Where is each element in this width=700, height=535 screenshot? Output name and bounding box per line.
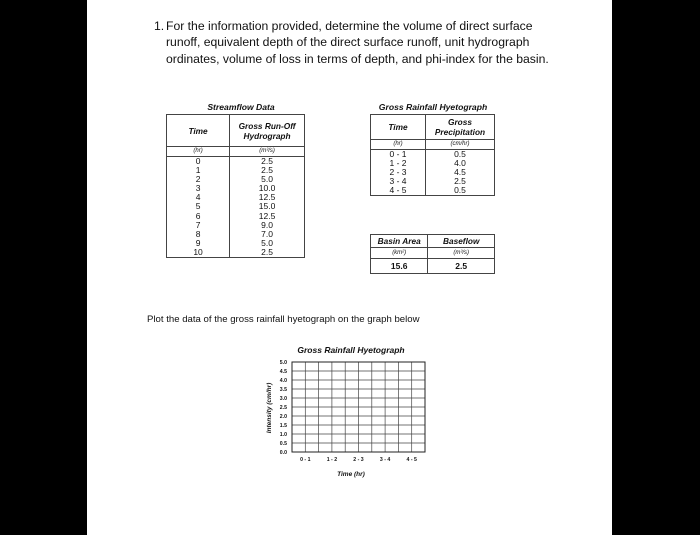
hyetograph-caption: Gross Rainfall Hyetograph	[378, 102, 488, 112]
y-tick-label: 1.5	[279, 423, 287, 429]
streamflow-runoff-cell: 7.0	[230, 230, 305, 239]
streamflow-time-cell: 3	[167, 184, 230, 193]
baseflow-unit: (m³/s)	[428, 248, 495, 259]
hyeto-time-cell: 4 - 5	[371, 186, 426, 196]
streamflow-runoff-cell: 15.0	[230, 202, 305, 211]
y-tick-label: 0.5	[279, 441, 287, 447]
plot-instruction: Plot the data of the gross rainfall hyetograph on the graph below	[147, 314, 420, 325]
streamflow-runoff-cell: 9.0	[230, 220, 305, 229]
hyeto-precip-cell: 4.0	[426, 159, 495, 168]
streamflow-time-cell: 9	[167, 239, 230, 248]
y-tick-label: 2.0	[279, 414, 287, 420]
basin-area-unit: (km²)	[371, 248, 428, 259]
chart-x-label: Time (hr)	[337, 471, 365, 478]
hyetograph-chart	[87, 0, 612, 535]
streamflow-runoff-cell: 12.5	[230, 211, 305, 220]
streamflow-runoff-cell: 5.0	[230, 175, 305, 184]
streamflow-runoff-cell: 2.5	[230, 248, 305, 258]
streamflow-time-cell: 1	[167, 166, 230, 175]
streamflow-caption: Streamflow Data	[207, 102, 275, 112]
y-tick-label: 3.0	[279, 396, 287, 402]
streamflow-time-cell: 10	[167, 248, 230, 258]
chart-y-ticks	[280, 360, 287, 456]
streamflow-runoff-cell: 2.5	[230, 166, 305, 175]
basin-area-header: Basin Area	[371, 235, 428, 248]
x-tick-label: 4 - 5	[406, 457, 417, 463]
x-tick-label: 2 - 3	[353, 457, 364, 463]
y-tick-label: 1.0	[279, 432, 287, 438]
hyeto-time-unit: (hr)	[371, 140, 426, 150]
y-tick-label: 2.5	[279, 405, 287, 411]
hyeto-precip-cell: 2.5	[426, 177, 495, 186]
streamflow-time-cell: 8	[167, 230, 230, 239]
hyeto-precip-cell: 0.5	[426, 149, 495, 159]
chart-grid	[292, 362, 425, 452]
x-tick-label: 1 - 2	[326, 457, 338, 463]
streamflow-time-cell: 5	[167, 202, 230, 211]
streamflow-runoff-unit: (m³/s)	[230, 147, 305, 157]
hyeto-precip-cell: 0.5	[426, 186, 495, 196]
chart-title: Gross Rainfall Hyetograph	[297, 345, 405, 355]
y-tick-label: 3.5	[279, 387, 287, 393]
x-tick-label: 0 - 1	[300, 457, 311, 463]
hyeto-precip-header: Gross Precipitation	[426, 115, 495, 140]
streamflow-time-cell: 6	[167, 211, 230, 220]
streamflow-runoff-cell: 2.5	[230, 156, 305, 166]
streamflow-runoff-cell: 12.5	[230, 193, 305, 202]
hyeto-time-header: Time	[371, 115, 426, 140]
streamflow-runoff-header: Gross Run-Off Hydrograph	[230, 115, 305, 147]
y-tick-label: 5.0	[279, 360, 287, 366]
streamflow-time-header: Time	[167, 115, 230, 147]
streamflow-runoff-cell: 5.0	[230, 239, 305, 248]
hyeto-time-cell: 0 - 1	[371, 149, 426, 159]
streamflow-runoff-cell: 10.0	[230, 184, 305, 193]
hyeto-time-cell: 1 - 2	[371, 159, 426, 168]
hyeto-time-cell: 3 - 4	[371, 177, 426, 186]
streamflow-time-cell: 4	[167, 193, 230, 202]
baseflow-header: Baseflow	[428, 235, 495, 248]
hyeto-precip-cell: 4.5	[426, 168, 495, 177]
streamflow-time-cell: 0	[167, 156, 230, 166]
streamflow-time-cell: 2	[167, 175, 230, 184]
y-tick-label: 4.5	[279, 369, 287, 375]
x-tick-label: 3 - 4	[379, 457, 391, 463]
basin-area-value: 15.6	[371, 259, 428, 274]
y-tick-label: 0.0	[279, 450, 287, 456]
y-tick-label: 4.0	[279, 378, 287, 384]
chart-x-ticks	[300, 457, 417, 463]
chart-y-label: Intensity (cm/hr)	[266, 382, 273, 434]
streamflow-time-unit: (hr)	[167, 147, 230, 157]
question-number: 1.	[154, 19, 165, 33]
question-text: For the information provided, determine the volume of direct surface runoff, equivalent depth of the direct surface runoff, unit hydrograph ordinates, volume of loss in terms of depth, and phi-index for the basin.	[166, 19, 549, 66]
hyeto-precip-unit: (cm/hr)	[426, 140, 495, 150]
streamflow-time-cell: 7	[167, 220, 230, 229]
hyeto-time-cell: 2 - 3	[371, 168, 426, 177]
baseflow-value: 2.5	[428, 259, 495, 274]
document-page	[87, 0, 612, 535]
